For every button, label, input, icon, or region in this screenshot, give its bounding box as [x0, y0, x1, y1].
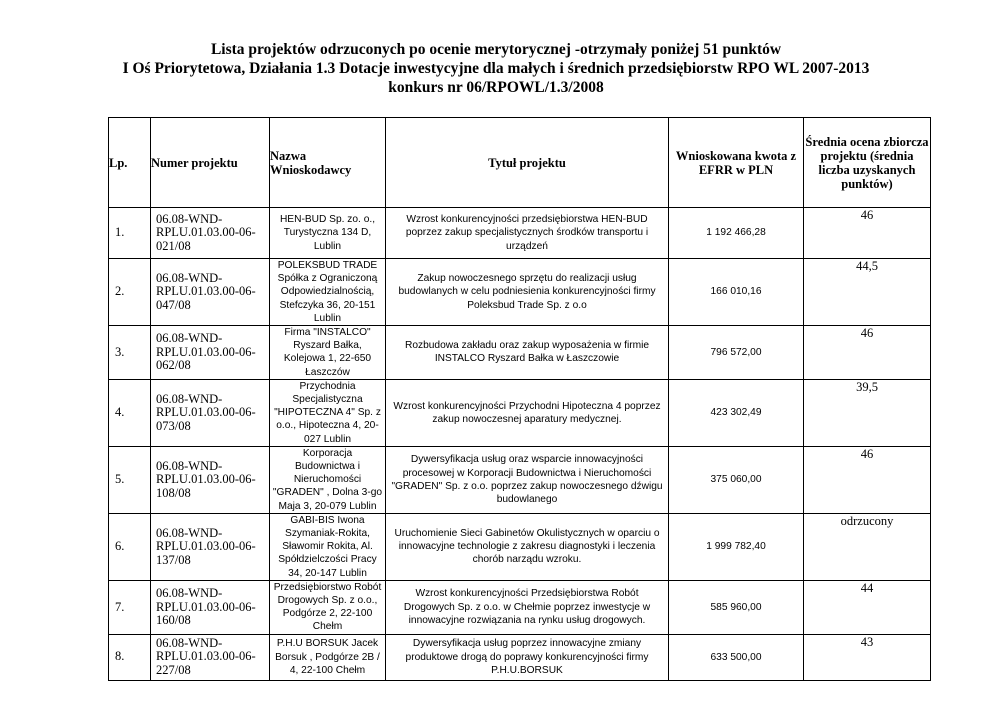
header-project-number: Numer projektu [151, 118, 270, 208]
cell-amount: 1 192 466,28 [669, 208, 804, 259]
header-requested-amount: Wnioskowana kwota z EFRR w PLN [669, 118, 804, 208]
cell-project-number: 06.08-WND-RPLU.01.03.00-06-062/08 [151, 326, 270, 380]
cell-project-title: Wzrost konkurencyjności Przychodni Hipoteczna 4 poprzez zakup nowoczesnej aparatury medycznej. [386, 379, 669, 446]
cell-project-title: Dywersyfikacja usług poprzez innowacyjne zmiany produktowe drogą do poprawy konkurencyjności firmy P.H.U.BORSUK [386, 634, 669, 680]
cell-amount: 375 060,00 [669, 446, 804, 513]
table-header-row [109, 118, 931, 208]
cell-applicant: GABI-BIS Iwona Szymaniak-Rokita, Sławomir Rokita, Al. Spółdzielczości Pracy 34, 20-147 Lublin [270, 513, 386, 580]
cell-project-number: 06.08-WND-RPLU.01.03.00-06-108/08 [151, 446, 270, 513]
cell-lp: 5. [109, 446, 151, 513]
cell-applicant: Firma "INSTALCO" Ryszard Bałka, Kolejowa 1, 22-650 Łaszczów [270, 326, 386, 380]
cell-applicant: HEN-BUD Sp. zo. o., Turystyczna 134 D, Lublin [270, 208, 386, 259]
cell-score: 46 [804, 326, 931, 380]
table-row [109, 580, 931, 634]
cell-project-number: 06.08-WND-RPLU.01.03.00-06-021/08 [151, 208, 270, 259]
table-row [109, 513, 931, 580]
cell-lp: 4. [109, 379, 151, 446]
cell-score: 46 [804, 208, 931, 259]
cell-applicant: POLEKSBUD TRADE Spółka z Ograniczoną Odpowiedzialnością, Stefczyka 36, 20-151 Lublin [270, 259, 386, 326]
cell-lp: 8. [109, 634, 151, 680]
table-row [109, 326, 931, 380]
cell-applicant: Korporacja Budownictwa i Nieruchomości "GRADEN" , Dolna 3-go Maja 3, 20-079 Lublin [270, 446, 386, 513]
cell-applicant: P.H.U BORSUK Jacek Borsuk , Podgórze 2B / 4, 22-100 Chełm [270, 634, 386, 680]
cell-project-title: Rozbudowa zakładu oraz zakup wyposażenia w firmie INSTALCO Ryszard Bałka w Łaszczowie [386, 326, 669, 380]
table-row [109, 208, 931, 259]
cell-amount: 166 010,16 [669, 259, 804, 326]
header-applicant-name: Nazwa Wnioskodawcy [270, 118, 386, 208]
cell-score: 44 [804, 580, 931, 634]
cell-score: odrzucony [804, 513, 931, 580]
title-line-2: I Oś Priorytetowa, Działania 1.3 Dotacje inwestycyjne dla małych i średnich przedsiębiorstw RPO WL 2007-2013 [122, 60, 870, 77]
table-row [109, 259, 931, 326]
cell-project-title: Uruchomienie Sieci Gabinetów Okulistycznych w oparciu o innowacyjne technologie z zakresu diagnostyki i leczenia chorób narządu wzroku. [386, 513, 669, 580]
cell-lp: 2. [109, 259, 151, 326]
cell-project-title: Zakup nowoczesnego sprzętu do realizacji usług budowlanych w celu podniesienia konkurencyjności firmy Poleksbud Trade Sp. z o.o [386, 259, 669, 326]
cell-project-number: 06.08-WND-RPLU.01.03.00-06-137/08 [151, 513, 270, 580]
header-lp: Lp. [109, 118, 151, 208]
projects-table [108, 117, 931, 681]
cell-applicant: Przedsiębiorstwo Robót Drogowych Sp. z o.o., Podgórze 2, 22-100 Chełm [270, 580, 386, 634]
cell-lp: 6. [109, 513, 151, 580]
cell-amount: 796 572,00 [669, 326, 804, 380]
cell-lp: 1. [109, 208, 151, 259]
title-line-1: Lista projektów odrzuconych po ocenie merytorycznej -otrzymały poniżej 51 punktów [210, 41, 782, 58]
cell-amount: 633 500,00 [669, 634, 804, 680]
cell-lp: 3. [109, 326, 151, 380]
document-title [0, 40, 992, 97]
cell-amount: 585 960,00 [669, 580, 804, 634]
cell-project-number: 06.08-WND-RPLU.01.03.00-06-227/08 [151, 634, 270, 680]
cell-project-number: 06.08-WND-RPLU.01.03.00-06-073/08 [151, 379, 270, 446]
header-average-score: Średnia ocena zbiorcza projektu (średnia liczba uzyskanych punktów) [804, 118, 931, 208]
cell-applicant: Przychodnia Specjalistyczna "HIPOTECZNA 4" Sp. z o.o., Hipoteczna 4, 20-027 Lublin [270, 379, 386, 446]
cell-score: 43 [804, 634, 931, 680]
cell-lp: 7. [109, 580, 151, 634]
cell-project-title: Wzrost konkurencyjności przedsiębiorstwa HEN-BUD poprzez zakup specjalistycznych środków transportu i urządzeń [386, 208, 669, 259]
cell-amount: 423 302,49 [669, 379, 804, 446]
title-line-3: konkurs nr 06/RPOWL/1.3/2008 [388, 79, 604, 96]
cell-project-title: Dywersyfikacja usług oraz wsparcie innowacyjności procesowej w Korporacji Budownictwa i Nieruchomości "GRADEN" Sp. z o.o. poprzez zakup nowoczesnego dźwigu budowlanego [386, 446, 669, 513]
table-row [109, 446, 931, 513]
cell-project-number: 06.08-WND-RPLU.01.03.00-06-047/08 [151, 259, 270, 326]
cell-score: 44,5 [804, 259, 931, 326]
header-project-title: Tytuł projektu [386, 118, 669, 208]
cell-amount: 1 999 782,40 [669, 513, 804, 580]
cell-score: 46 [804, 446, 931, 513]
table-row [109, 634, 931, 680]
cell-score: 39,5 [804, 379, 931, 446]
table-row [109, 379, 931, 446]
cell-project-title: Wzrost konkurencyjności Przedsiębiorstwa Robót Drogowych Sp. z o.o. w Chełmie poprzez inwestycje w innowacyjne rozwiązania na rynku usług drogowych. [386, 580, 669, 634]
cell-project-number: 06.08-WND-RPLU.01.03.00-06-160/08 [151, 580, 270, 634]
